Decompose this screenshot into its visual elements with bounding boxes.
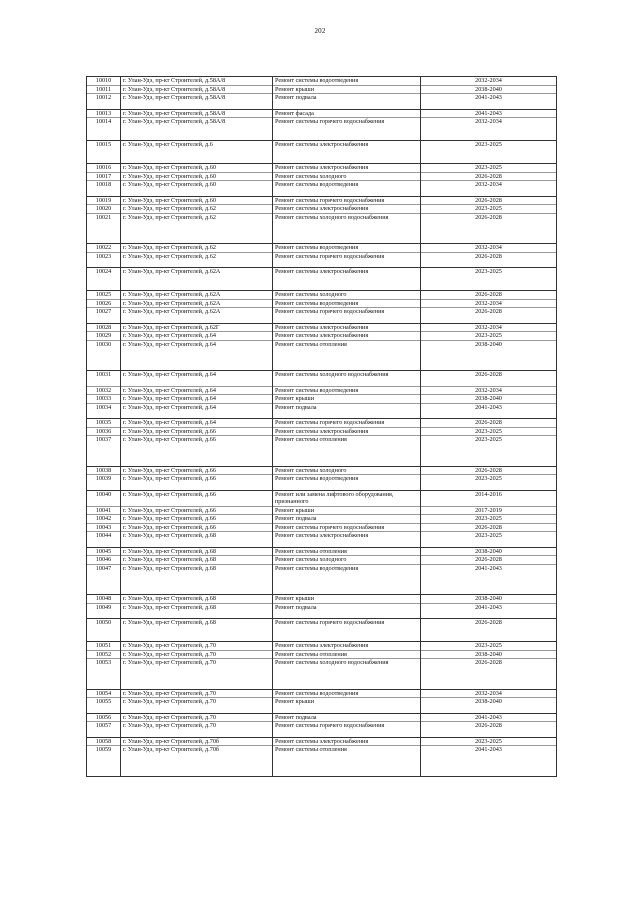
work-type-cell: Ремонт системы электроснабжения	[273, 332, 421, 341]
period-cell: 2032-2034	[421, 323, 557, 332]
work-type-cell: Ремонт крыши	[273, 698, 421, 714]
table-row	[87, 466, 557, 475]
row-id-cell: 10026	[87, 299, 121, 308]
row-id-cell: 10053	[87, 659, 121, 690]
table-row	[87, 722, 557, 738]
period-cell: 2041-2043	[421, 109, 557, 118]
row-id-cell: 10010	[87, 77, 121, 86]
row-id-cell: 10012	[87, 94, 121, 110]
period-cell: 2032-2034	[421, 77, 557, 86]
work-type-cell: Ремонт системы холодного	[273, 291, 421, 300]
period-cell: 2026-2028	[421, 466, 557, 475]
row-id-cell: 10038	[87, 466, 121, 475]
table-row	[87, 213, 557, 244]
table-row	[87, 490, 557, 506]
address-cell: г. Улан-Удэ, пр-кт Строителей, д.62	[121, 244, 273, 253]
work-type-cell: Ремонт системы горячего водоснабжения	[273, 196, 421, 205]
address-cell: г. Улан-Удэ, пр-кт Строителей, д.62А	[121, 299, 273, 308]
table-row	[87, 252, 557, 268]
row-id-cell: 10036	[87, 427, 121, 436]
address-cell: г. Улан-Удэ, пр-кт Строителей, д.64	[121, 340, 273, 371]
period-cell: 2026-2028	[421, 308, 557, 324]
work-type-cell: Ремонт системы отопления	[273, 650, 421, 659]
address-cell: г. Улан-Удэ, пр-кт Строителей, д.70	[121, 642, 273, 651]
work-type-cell: Ремонт системы отопления	[273, 340, 421, 371]
table-row	[87, 340, 557, 371]
address-cell: г. Улан-Удэ, пр-кт Строителей, д.58А/8	[121, 94, 273, 110]
address-cell: г. Улан-Удэ, пр-кт Строителей, д.62Г	[121, 323, 273, 332]
table-row	[87, 386, 557, 395]
work-type-cell: Ремонт системы холодного водоснабжения	[273, 371, 421, 387]
row-id-cell: 10040	[87, 490, 121, 506]
address-cell: г. Улан-Удэ, пр-кт Строителей, д.70	[121, 659, 273, 690]
row-id-cell: 10055	[87, 698, 121, 714]
address-cell: г. Улан-Удэ, пр-кт Строителей, д.58А/8	[121, 109, 273, 118]
row-id-cell: 10022	[87, 244, 121, 253]
address-cell: г. Улан-Удэ, пр-кт Строителей, д.68	[121, 619, 273, 642]
work-type-cell: Ремонт системы холодного	[273, 556, 421, 565]
row-id-cell: 10042	[87, 515, 121, 524]
table-row	[87, 564, 557, 595]
row-id-cell: 10032	[87, 386, 121, 395]
table-row	[87, 619, 557, 642]
table-row	[87, 332, 557, 341]
row-id-cell: 10039	[87, 475, 121, 491]
table-row	[87, 109, 557, 118]
period-cell: 2041-2043	[421, 603, 557, 619]
period-cell: 2032-2034	[421, 181, 557, 197]
period-cell: 2023-2025	[421, 427, 557, 436]
row-id-cell: 10030	[87, 340, 121, 371]
row-id-cell: 10044	[87, 532, 121, 548]
work-type-cell: Ремонт системы водоотведения	[273, 299, 421, 308]
work-type-cell: Ремонт или замена лифтового оборудования, признанного	[273, 490, 421, 506]
work-type-cell: Ремонт системы электроснабжения	[273, 532, 421, 548]
row-id-cell: 10015	[87, 141, 121, 164]
work-type-cell: Ремонт системы электроснабжения	[273, 427, 421, 436]
row-id-cell: 10046	[87, 556, 121, 565]
address-cell: г. Улан-Удэ, пр-кт Строителей, д.66	[121, 490, 273, 506]
address-cell: г. Улан-Удэ, пр-кт Строителей, д.68	[121, 595, 273, 604]
work-type-cell: Ремонт системы холодного	[273, 172, 421, 181]
period-cell: 2026-2028	[421, 371, 557, 387]
row-id-cell: 10031	[87, 371, 121, 387]
table-row	[87, 85, 557, 94]
address-cell: г. Улан-Удэ, пр-кт Строителей, д.64	[121, 395, 273, 404]
address-cell: г. Улан-Удэ, пр-кт Строителей, д.66	[121, 506, 273, 515]
table-row	[87, 299, 557, 308]
period-cell: 2023-2025	[421, 332, 557, 341]
table-row	[87, 737, 557, 746]
work-type-cell: Ремонт системы водоотведения	[273, 386, 421, 395]
address-cell: г. Улан-Удэ, пр-кт Строителей, д.68	[121, 556, 273, 565]
table-row	[87, 603, 557, 619]
period-cell: 2014-2016	[421, 490, 557, 506]
table-row	[87, 547, 557, 556]
row-id-cell: 10052	[87, 650, 121, 659]
period-cell: 2041-2043	[421, 403, 557, 419]
period-cell: 2041-2043	[421, 746, 557, 777]
period-cell: 2023-2025	[421, 436, 557, 467]
row-id-cell: 10028	[87, 323, 121, 332]
work-type-cell: Ремонт крыши	[273, 595, 421, 604]
period-cell: 2026-2028	[421, 659, 557, 690]
address-cell: г. Улан-Удэ, пр-кт Строителей, д.66	[121, 466, 273, 475]
row-id-cell: 10021	[87, 213, 121, 244]
period-cell: 2023-2025	[421, 268, 557, 291]
table-row	[87, 427, 557, 436]
address-cell: г. Улан-Удэ, пр-кт Строителей, д.70	[121, 698, 273, 714]
row-id-cell: 10013	[87, 109, 121, 118]
table-row	[87, 323, 557, 332]
row-id-cell: 10041	[87, 506, 121, 515]
table-row	[87, 659, 557, 690]
period-cell: 2023-2025	[421, 737, 557, 746]
period-cell: 2026-2028	[421, 619, 557, 642]
period-cell: 2032-2034	[421, 118, 557, 141]
row-id-cell: 10018	[87, 181, 121, 197]
table-row	[87, 436, 557, 467]
row-id-cell: 10057	[87, 722, 121, 738]
period-cell: 2032-2034	[421, 386, 557, 395]
row-id-cell: 10035	[87, 419, 121, 428]
address-cell: г. Улан-Удэ, пр-кт Строителей, д.68	[121, 547, 273, 556]
period-cell: 2026-2028	[421, 556, 557, 565]
work-type-cell: Ремонт системы электроснабжения	[273, 268, 421, 291]
period-cell: 2038-2040	[421, 650, 557, 659]
address-cell: г. Улан-Удэ, пр-кт Строителей, д.66	[121, 523, 273, 532]
table-row	[87, 371, 557, 387]
period-cell: 2023-2025	[421, 642, 557, 651]
row-id-cell: 10045	[87, 547, 121, 556]
table-row	[87, 164, 557, 173]
period-cell: 2023-2025	[421, 515, 557, 524]
row-id-cell: 10048	[87, 595, 121, 604]
period-cell: 2026-2028	[421, 419, 557, 428]
address-cell: г. Улан-Удэ, пр-кт Строителей, д.64	[121, 332, 273, 341]
address-cell: г. Улан-Удэ, пр-кт Строителей, д.60	[121, 172, 273, 181]
period-cell: 2038-2040	[421, 698, 557, 714]
work-type-cell: Ремонт системы электроснабжения	[273, 737, 421, 746]
address-cell: г. Улан-Удэ, пр-кт Строителей, д.66	[121, 436, 273, 467]
table-row	[87, 523, 557, 532]
address-cell: г. Улан-Удэ, пр-кт Строителей, д.62А	[121, 268, 273, 291]
table-row	[87, 419, 557, 428]
address-cell: г. Улан-Удэ, пр-кт Строителей, д.58А/8	[121, 77, 273, 86]
row-id-cell: 10049	[87, 603, 121, 619]
row-id-cell: 10043	[87, 523, 121, 532]
period-cell: 2026-2028	[421, 172, 557, 181]
page-number: 202	[314, 27, 326, 35]
row-id-cell: 10025	[87, 291, 121, 300]
address-cell: г. Улан-Удэ, пр-кт Строителей, д.66	[121, 515, 273, 524]
work-type-cell: Ремонт подвала	[273, 515, 421, 524]
row-id-cell: 10056	[87, 713, 121, 722]
address-cell: г. Улан-Удэ, пр-кт Строителей, д.68	[121, 532, 273, 548]
address-cell: г. Улан-Удэ, пр-кт Строителей, д.60	[121, 181, 273, 197]
work-type-cell: Ремонт подвала	[273, 94, 421, 110]
address-cell: г. Улан-Удэ, пр-кт Строителей, д.64	[121, 386, 273, 395]
table-row	[87, 713, 557, 722]
work-type-cell: Ремонт системы горячего водоснабжения	[273, 252, 421, 268]
table-body	[87, 77, 557, 777]
row-id-cell: 10017	[87, 172, 121, 181]
table-row	[87, 650, 557, 659]
work-type-cell: Ремонт системы электроснабжения	[273, 205, 421, 214]
table-row	[87, 698, 557, 714]
table-row	[87, 532, 557, 548]
table-row	[87, 268, 557, 291]
address-cell: г. Улан-Удэ, пр-кт Строителей, д.68	[121, 603, 273, 619]
repair-schedule-table	[86, 76, 557, 777]
work-type-cell: Ремонт системы водоотведения	[273, 181, 421, 197]
address-cell: г. Улан-Удэ, пр-кт Строителей, д.66	[121, 427, 273, 436]
address-cell: г. Улан-Удэ, пр-кт Строителей, д.6	[121, 141, 273, 164]
table-row	[87, 395, 557, 404]
work-type-cell: Ремонт системы горячего водоснабжения	[273, 308, 421, 324]
work-type-cell: Ремонт подвала	[273, 403, 421, 419]
work-type-cell: Ремонт системы водоотведения	[273, 244, 421, 253]
period-cell: 2026-2028	[421, 252, 557, 268]
work-type-cell: Ремонт системы электроснабжения	[273, 323, 421, 332]
row-id-cell: 10016	[87, 164, 121, 173]
address-cell: г. Улан-Удэ, пр-кт Строителей, д.60	[121, 164, 273, 173]
work-type-cell: Ремонт фасада	[273, 109, 421, 118]
table-row	[87, 515, 557, 524]
address-cell: г. Улан-Удэ, пр-кт Строителей, д.62А	[121, 291, 273, 300]
table-row	[87, 556, 557, 565]
row-id-cell: 10011	[87, 85, 121, 94]
work-type-cell: Ремонт системы горячего водоснабжения	[273, 523, 421, 532]
period-cell: 2026-2028	[421, 291, 557, 300]
row-id-cell: 10034	[87, 403, 121, 419]
row-id-cell: 10059	[87, 746, 121, 777]
work-type-cell: Ремонт системы электроснабжения	[273, 164, 421, 173]
address-cell: г. Улан-Удэ, пр-кт Строителей, д.62	[121, 205, 273, 214]
address-cell: г. Улан-Удэ, пр-кт Строителей, д.62	[121, 213, 273, 244]
row-id-cell: 10020	[87, 205, 121, 214]
address-cell: г. Улан-Удэ, пр-кт Строителей, д.62А	[121, 308, 273, 324]
address-cell: г. Улан-Удэ, пр-кт Строителей, д.58А/8	[121, 118, 273, 141]
table-row	[87, 475, 557, 491]
table-row	[87, 403, 557, 419]
table-row	[87, 642, 557, 651]
period-cell: 2038-2040	[421, 595, 557, 604]
period-cell: 2026-2028	[421, 196, 557, 205]
row-id-cell: 10051	[87, 642, 121, 651]
work-type-cell: Ремонт системы отопления	[273, 746, 421, 777]
table-row	[87, 172, 557, 181]
row-id-cell: 10014	[87, 118, 121, 141]
row-id-cell: 10033	[87, 395, 121, 404]
work-type-cell: Ремонт системы электроснабжения	[273, 141, 421, 164]
work-type-cell: Ремонт подвала	[273, 713, 421, 722]
period-cell: 2032-2034	[421, 689, 557, 698]
work-type-cell: Ремонт системы отопления	[273, 547, 421, 556]
address-cell: г. Улан-Удэ, пр-кт Строителей, д.70	[121, 713, 273, 722]
period-cell: 2032-2034	[421, 244, 557, 253]
period-cell: 2041-2043	[421, 94, 557, 110]
address-cell: г. Улан-Удэ, пр-кт Строителей, д.64	[121, 371, 273, 387]
work-type-cell: Ремонт системы горячего водоснабжения	[273, 619, 421, 642]
row-id-cell: 10027	[87, 308, 121, 324]
work-type-cell: Ремонт системы горячего водоснабжения	[273, 118, 421, 141]
work-type-cell: Ремонт системы электроснабжения	[273, 642, 421, 651]
period-cell: 2023-2025	[421, 475, 557, 491]
table-row	[87, 205, 557, 214]
table-row	[87, 595, 557, 604]
address-cell: г. Улан-Удэ, пр-кт Строителей, д.70б	[121, 737, 273, 746]
work-type-cell: Ремонт системы водоотведения	[273, 564, 421, 595]
row-id-cell: 10054	[87, 689, 121, 698]
period-cell: 2023-2025	[421, 532, 557, 548]
table-row	[87, 196, 557, 205]
work-type-cell: Ремонт системы водоотведения	[273, 77, 421, 86]
table-row	[87, 291, 557, 300]
period-cell: 2023-2025	[421, 141, 557, 164]
period-cell: 2041-2043	[421, 564, 557, 595]
period-cell: 2026-2028	[421, 523, 557, 532]
work-type-cell: Ремонт крыши	[273, 506, 421, 515]
period-cell: 2023-2025	[421, 205, 557, 214]
address-cell: г. Улан-Удэ, пр-кт Строителей, д.68	[121, 564, 273, 595]
work-type-cell: Ремонт системы водоотведения	[273, 689, 421, 698]
row-id-cell: 10050	[87, 619, 121, 642]
work-type-cell: Ремонт крыши	[273, 395, 421, 404]
row-id-cell: 10058	[87, 737, 121, 746]
period-cell: 2017-2019	[421, 506, 557, 515]
row-id-cell: 10019	[87, 196, 121, 205]
work-type-cell: Ремонт крыши	[273, 85, 421, 94]
period-cell: 2032-2034	[421, 299, 557, 308]
work-type-cell: Ремонт системы горячего водоснабжения	[273, 722, 421, 738]
work-type-cell: Ремонт системы холодного водоснабжения	[273, 213, 421, 244]
table-row	[87, 181, 557, 197]
address-cell: г. Улан-Удэ, пр-кт Строителей, д.62	[121, 252, 273, 268]
address-cell: г. Улан-Удэ, пр-кт Строителей, д.64	[121, 403, 273, 419]
address-cell: г. Улан-Удэ, пр-кт Строителей, д.64	[121, 419, 273, 428]
table-row	[87, 308, 557, 324]
address-cell: г. Улан-Удэ, пр-кт Строителей, д.70	[121, 722, 273, 738]
table-row	[87, 118, 557, 141]
address-cell: г. Улан-Удэ, пр-кт Строителей, д.70б	[121, 746, 273, 777]
work-type-cell: Ремонт системы водоотведения	[273, 475, 421, 491]
address-cell: г. Улан-Удэ, пр-кт Строителей, д.66	[121, 475, 273, 491]
work-type-cell: Ремонт системы холодного	[273, 466, 421, 475]
table-row	[87, 506, 557, 515]
period-cell: 2038-2040	[421, 85, 557, 94]
table-row	[87, 244, 557, 253]
table-row	[87, 689, 557, 698]
row-id-cell: 10024	[87, 268, 121, 291]
period-cell: 2026-2028	[421, 213, 557, 244]
address-cell: г. Улан-Удэ, пр-кт Строителей, д.70	[121, 689, 273, 698]
work-type-cell: Ремонт системы холодного водоснабжения	[273, 659, 421, 690]
period-cell: 2023-2025	[421, 164, 557, 173]
address-cell: г. Улан-Удэ, пр-кт Строителей, д.58А/8	[121, 85, 273, 94]
table-row	[87, 746, 557, 777]
period-cell: 2041-2043	[421, 713, 557, 722]
table-row	[87, 141, 557, 164]
row-id-cell: 10037	[87, 436, 121, 467]
work-type-cell: Ремонт системы отопления	[273, 436, 421, 467]
period-cell: 2038-2040	[421, 395, 557, 404]
address-cell: г. Улан-Удэ, пр-кт Строителей, д.60	[121, 196, 273, 205]
row-id-cell: 10047	[87, 564, 121, 595]
row-id-cell: 10023	[87, 252, 121, 268]
table-row	[87, 94, 557, 110]
work-type-cell: Ремонт подвала	[273, 603, 421, 619]
period-cell: 2026-2028	[421, 722, 557, 738]
address-cell: г. Улан-Удэ, пр-кт Строителей, д.70	[121, 650, 273, 659]
row-id-cell: 10029	[87, 332, 121, 341]
period-cell: 2038-2040	[421, 547, 557, 556]
period-cell: 2038-2040	[421, 340, 557, 371]
work-type-cell: Ремонт системы горячего водоснабжения	[273, 419, 421, 428]
table-row	[87, 77, 557, 86]
